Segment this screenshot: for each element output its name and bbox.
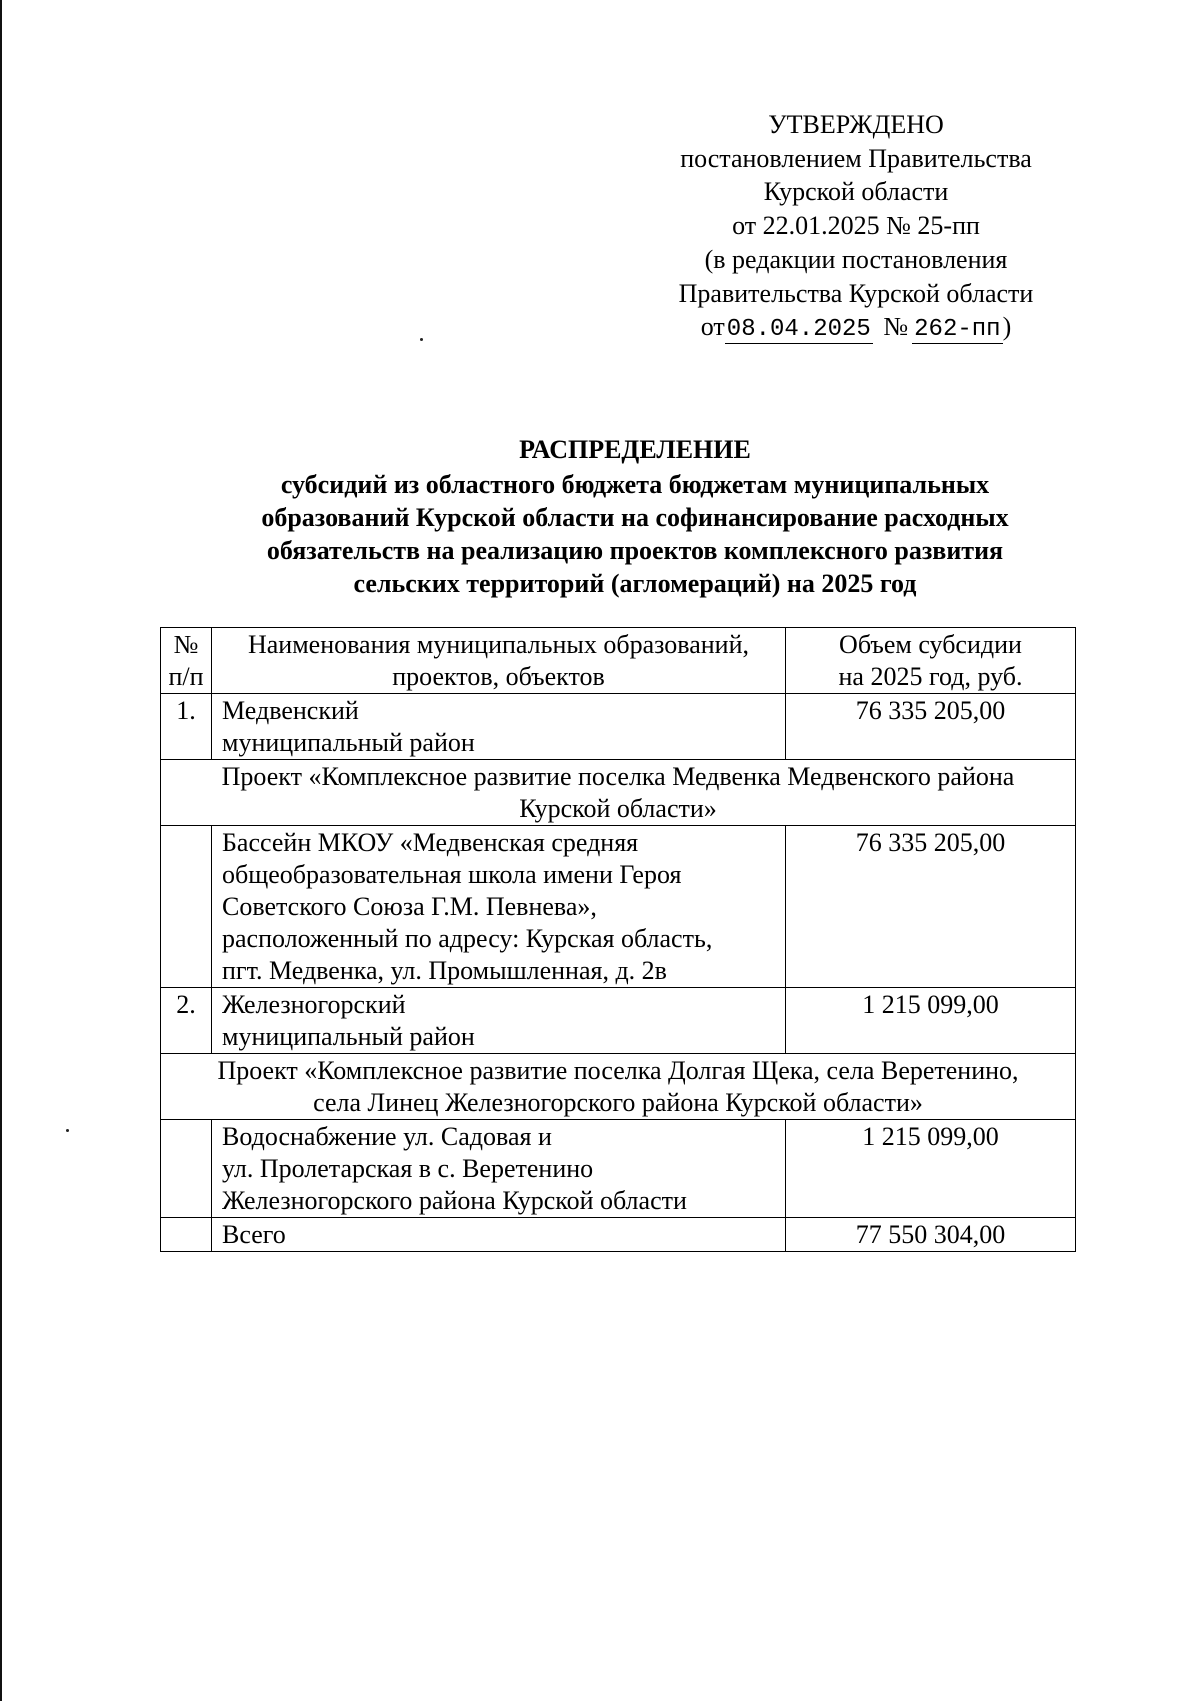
amendment-date: 08.04.2025 bbox=[726, 316, 871, 344]
object-name-line: ул. Пролетарская в с. Веретенино bbox=[222, 1154, 594, 1183]
object-name-line: Советского Союза Г.М. Певнева», bbox=[222, 892, 597, 921]
amendment-number-sign: № bbox=[883, 312, 909, 342]
project-row bbox=[161, 1054, 1076, 1120]
total-label: Всего bbox=[212, 1218, 786, 1252]
approval-line: постановлением Правительства bbox=[680, 143, 1032, 173]
header-num-sign: № bbox=[173, 630, 199, 659]
header-amount-line: Объем субсидии bbox=[839, 630, 1022, 659]
object-name-line: Бассейн МКОУ «Медвенская средняя bbox=[222, 828, 639, 857]
district-name-line: Железногорский bbox=[222, 990, 406, 1019]
approval-line: Правительства Курской области bbox=[678, 278, 1034, 308]
amendment-line bbox=[636, 310, 1076, 347]
project-cell bbox=[161, 760, 1076, 826]
approval-stamp: УТВЕРЖДЕНО bbox=[768, 110, 944, 139]
header-amount-cell bbox=[786, 628, 1076, 694]
project-line: Курской области» bbox=[519, 794, 717, 823]
row-number-empty bbox=[161, 1218, 212, 1252]
object-name-line: общеобразовательная школа имени Героя bbox=[222, 860, 682, 889]
header-name-line: Наименования муниципальных образований, bbox=[247, 630, 749, 659]
amendment-close: ) bbox=[1002, 312, 1012, 342]
approval-block bbox=[636, 108, 1076, 347]
total-amount: 77 550 304,00 bbox=[786, 1218, 1076, 1252]
title-line: обязательств на реализацию проектов комплексного развития bbox=[266, 536, 1004, 565]
row-number-empty bbox=[161, 1120, 212, 1218]
project-line: Проект «Комплексное развитие поселка Долгая Щека, села Веретенино, bbox=[217, 1056, 1019, 1085]
district-name-line: Медвенский bbox=[222, 696, 359, 725]
subsidy-table bbox=[160, 627, 1076, 1252]
header-name-line: проектов, объектов bbox=[392, 662, 605, 691]
scan-speck bbox=[420, 338, 423, 341]
table-row bbox=[161, 988, 1076, 1054]
row-number-empty bbox=[161, 826, 212, 988]
total-row bbox=[161, 1218, 1076, 1252]
table-row bbox=[161, 1120, 1076, 1218]
approval-line: Курской области bbox=[763, 177, 949, 207]
project-line: Проект «Комплексное развитие поселка Медвенка Медвенского района bbox=[221, 762, 1015, 791]
project-line: села Линец Железногорского района Курской области» bbox=[313, 1088, 923, 1117]
title-line: образований Курской области на софинансирование расходных bbox=[261, 503, 1009, 532]
document-title bbox=[160, 432, 1110, 600]
district-name-cell bbox=[212, 988, 786, 1054]
district-amount: 76 335 205,00 bbox=[786, 694, 1076, 760]
row-number: 1. bbox=[161, 694, 212, 760]
row-number: 2. bbox=[161, 988, 212, 1054]
object-name-line: расположенный по адресу: Курская область, bbox=[222, 924, 713, 953]
table-row bbox=[161, 826, 1076, 988]
district-amount: 1 215 099,00 bbox=[786, 988, 1076, 1054]
object-name-cell bbox=[212, 826, 786, 988]
object-name-line: Железногорского района Курской области bbox=[222, 1186, 687, 1215]
district-name-line: муниципальный район bbox=[222, 1022, 475, 1051]
header-name-cell bbox=[212, 628, 786, 694]
approval-decree: от 22.01.2025 № 25-пп bbox=[732, 211, 980, 241]
district-name-line: муниципальный район bbox=[222, 728, 475, 757]
scan-speck bbox=[66, 1129, 69, 1132]
table-header-row bbox=[161, 628, 1076, 694]
project-cell bbox=[161, 1054, 1076, 1120]
title-line: сельских территорий (агломераций) на 2025 год bbox=[353, 569, 917, 598]
header-num-label: п/п bbox=[168, 662, 204, 691]
project-row bbox=[161, 760, 1076, 826]
table-row bbox=[161, 694, 1076, 760]
amendment-prefix: от bbox=[700, 312, 725, 342]
title-line: субсидий из областного бюджета бюджетам муниципальных bbox=[280, 470, 990, 499]
district-name-cell bbox=[212, 694, 786, 760]
object-name-line: Водоснабжение ул. Садовая и bbox=[222, 1122, 552, 1151]
header-num-cell bbox=[161, 628, 212, 694]
object-amount: 76 335 205,00 bbox=[786, 826, 1076, 988]
object-name-cell bbox=[212, 1120, 786, 1218]
title-heading: РАСПРЕДЕЛЕНИЕ bbox=[519, 435, 751, 464]
header-amount-line: на 2025 год, руб. bbox=[838, 662, 1023, 691]
object-amount: 1 215 099,00 bbox=[786, 1120, 1076, 1218]
amendment-number: 262-пп bbox=[914, 316, 1001, 344]
page-edge-line bbox=[0, 0, 2, 1701]
approval-line: (в редакции постановления bbox=[704, 244, 1008, 274]
object-name-line: пгт. Медвенка, ул. Промышленная, д. 2в bbox=[222, 956, 667, 985]
